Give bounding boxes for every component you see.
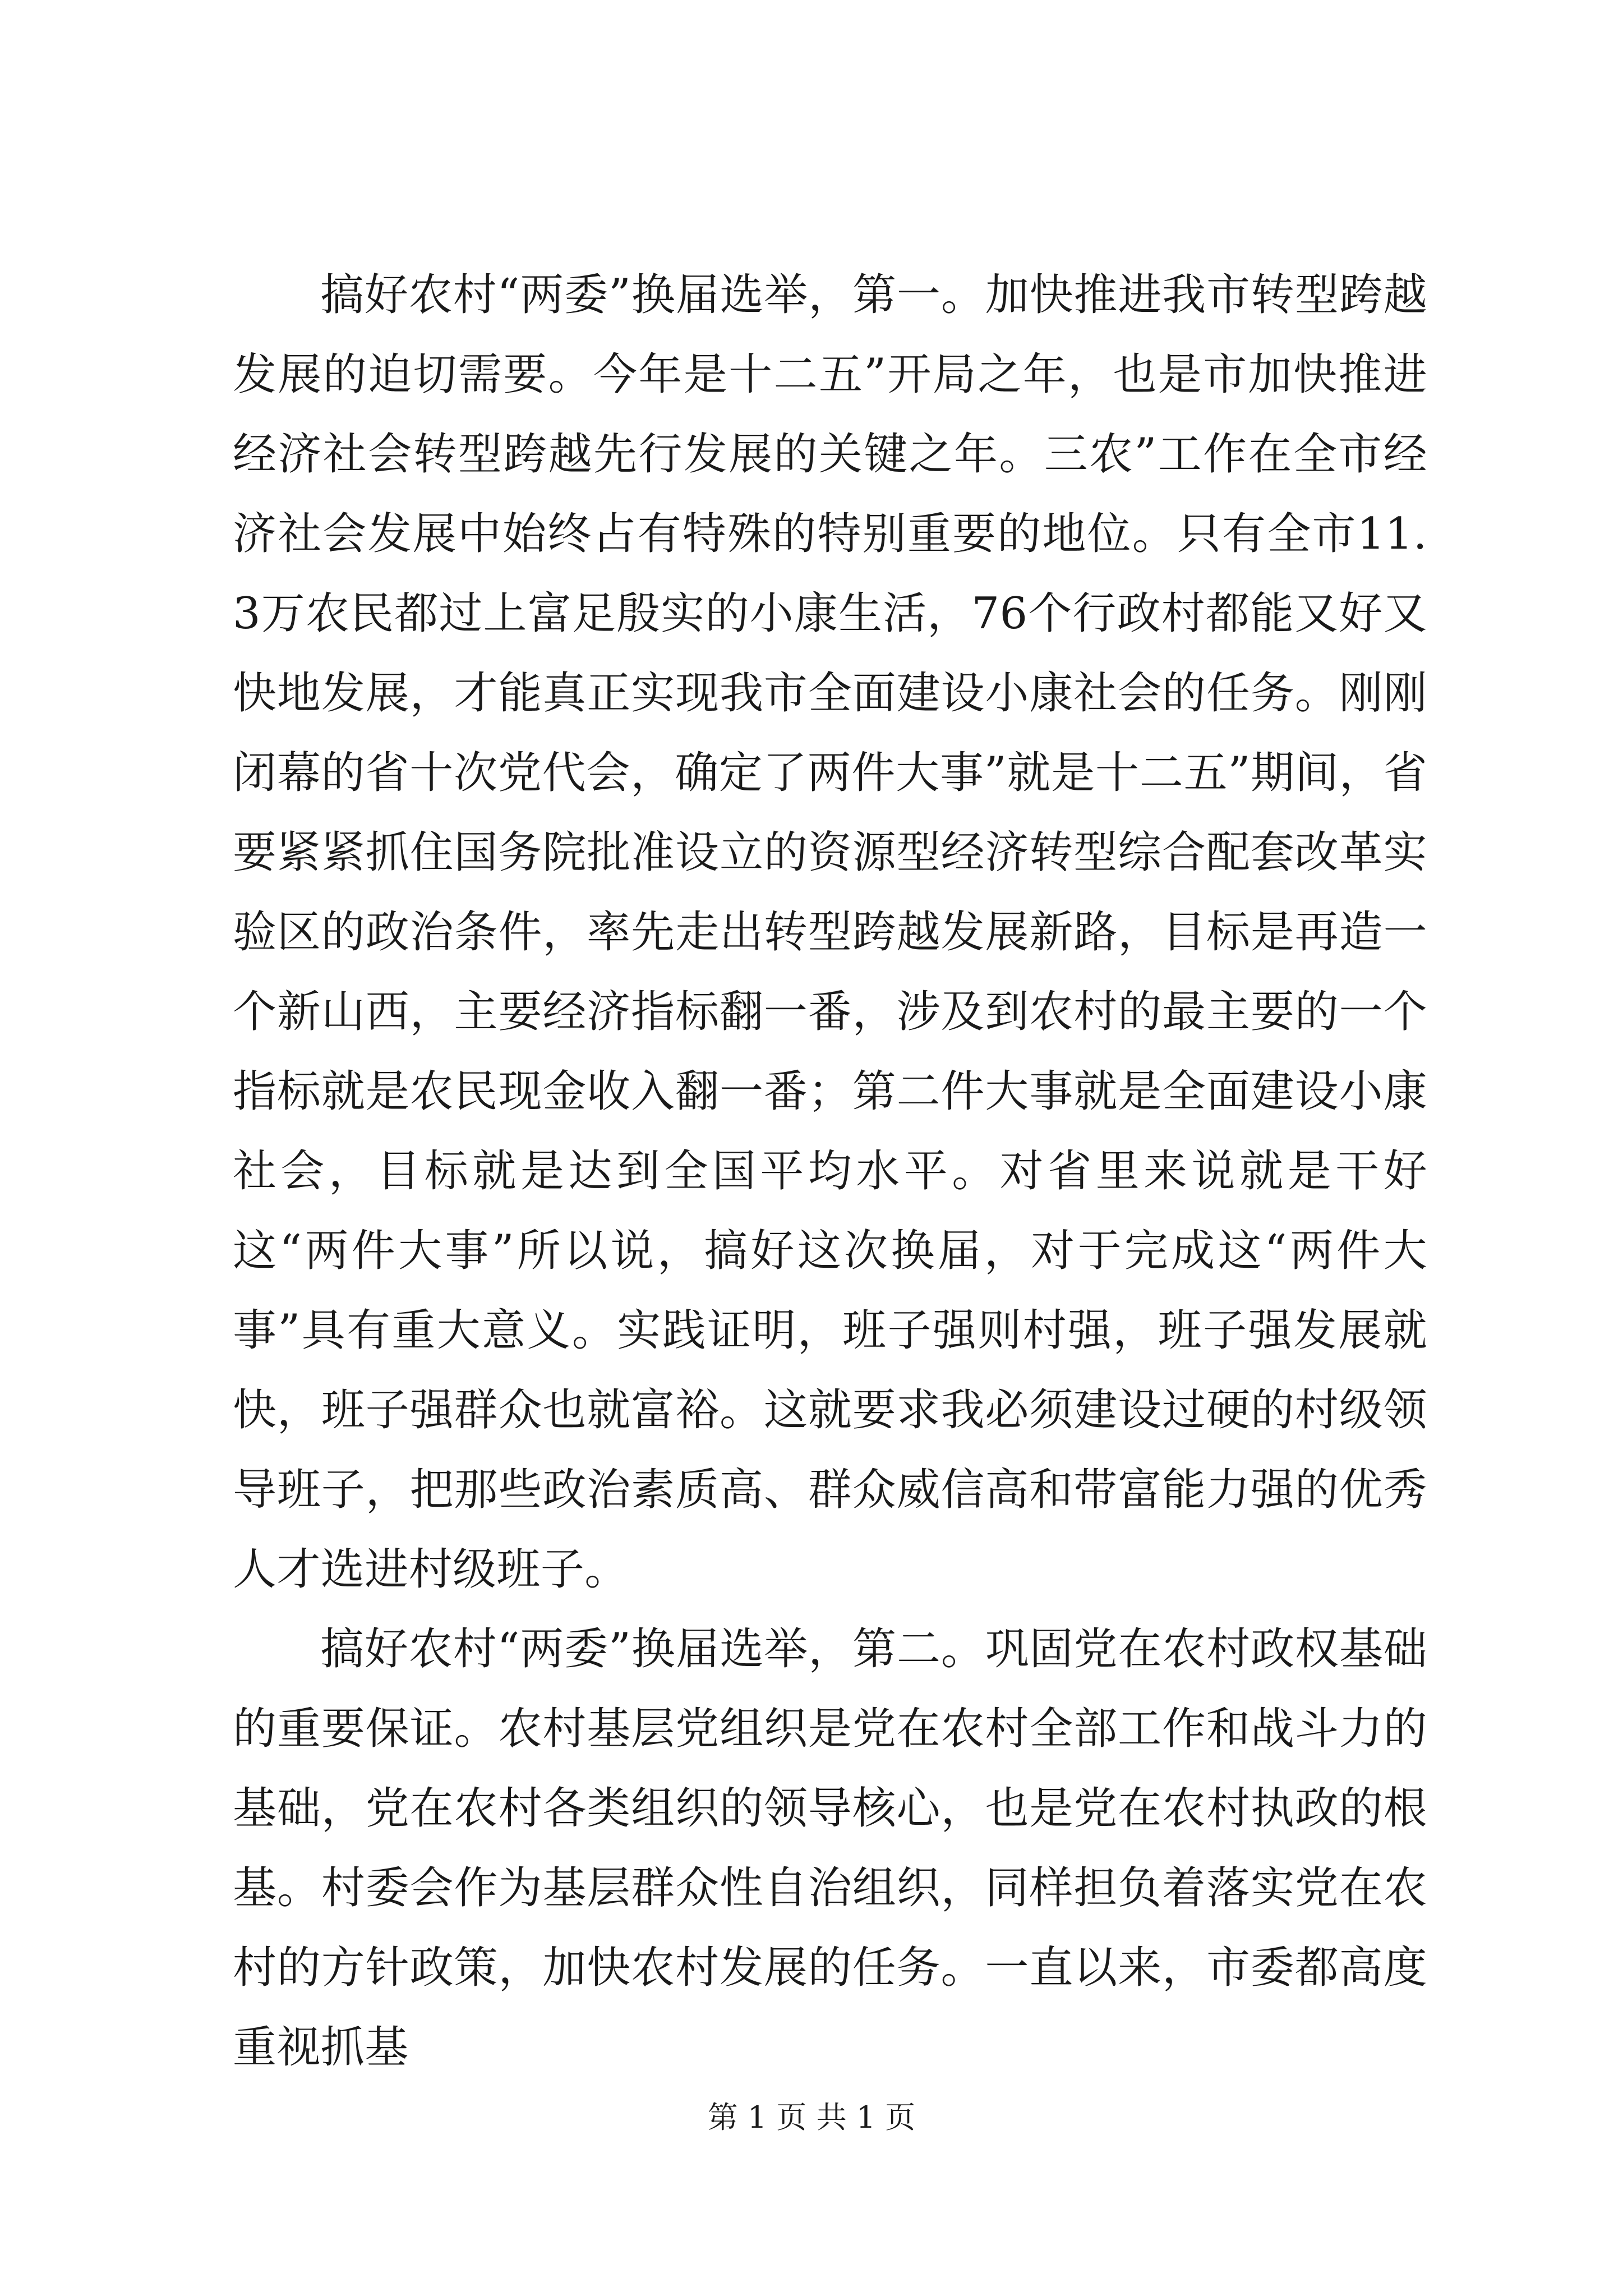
page-footer: 第 1 页 共 1 页 [707,2100,916,2135]
document-body [233,255,1427,2087]
paragraph-first: 搞好农村“两委”换届选举，第一。加快推进我市转型跨越发展的迫切需要。今年是十二五”开局之年，也是市加快推进经济社会转型跨越先行发展的关键之年。三农”工作在全市经济社会发展中始终占有特殊的特别重要的地位。只有全市11.3万农民都过上富足殷实的小康生活，76个行政村都能又好又快地发展，才能真正实现我市全面建设小康社会的任务。刚刚闭幕的省十次党代会，确定了两件大事”就是十二五”期间，省要紧紧抓住国务院批准设立的资源型经济转型综合配套改革实验区的政治条件，率先走出转型跨越发展新路，目标是再造一个新山西，主要经济指标翻一番，涉及到农村的最主要的一个指标就是农民现金收入翻一番；第二件大事就是全面建设小康社会，目标就是达到全国平均水平。对省里来说就是干好这“两件大事”所以说，搞好这次换届，对于完成这“两件大事”具有重大意义。实践证明，班子强则村强，班子强发展就快，班子强群众也就富裕。这就要求我必须建设过硬的村级领导班子，把那些政治素质高、群众威信高和带富能力强的优秀人才选进村级班子。 [233,270,1427,1595]
paragraph-second: 搞好农村“两委”换届选举，第二。巩固党在农村政权基础的重要保证。农村基层党组织是党在农村全部工作和战斗力的基础，党在农村各类组织的领导核心，也是党在农村执政的根基。村委会作为基层群众性自治组织，同样担负着落实党在农村的方针政策，加快农村发展的任务。一直以来，市委都高度重视抓基 [233,1624,1427,2073]
